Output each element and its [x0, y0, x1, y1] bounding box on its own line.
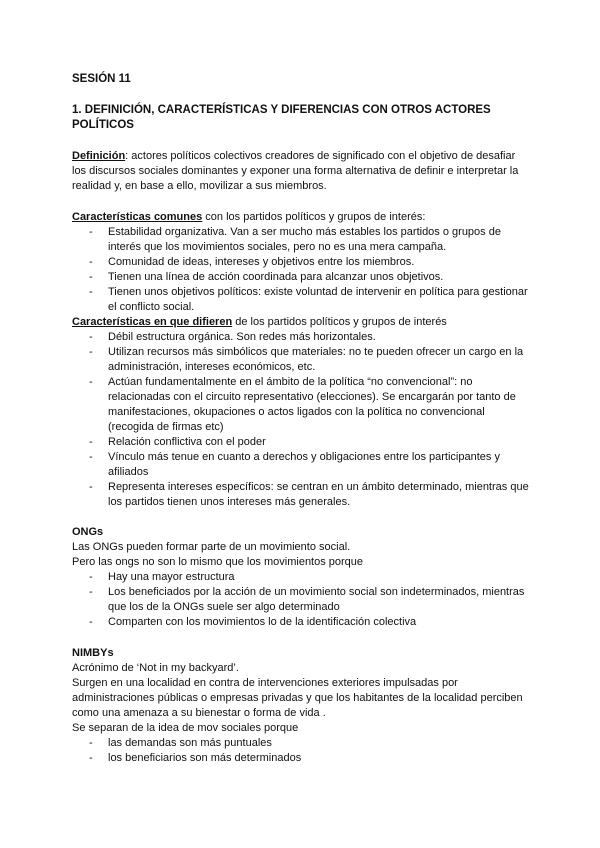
- ongs-section: [72, 525, 532, 630]
- list-item: - Comparten con los movimientos lo de la identificación colectiva: [72, 615, 532, 630]
- list-item: - Utilizan recursos más simbólicos que materiales: no te pueden ofrecer un cargo en la administración, intereses económicos, etc.: [72, 345, 532, 375]
- list-item: - las demandas son más puntuales: [72, 736, 532, 751]
- list-item: - Actúan fundamentalmente en el ámbito de la política “no convencional”: no relacionadas con el circuito representativo (elecciones). Se encargarán por tanto de manifestaciones, okupaciones o actos ligados con la política no convencional (recogida de firmas etc): [72, 375, 532, 435]
- ongs-list: [72, 570, 532, 630]
- list-item: - Tienen unos objetivos políticos: existe voluntad de intervenir en política para gestionar el conflicto social.: [72, 285, 532, 315]
- common-list: [72, 225, 532, 315]
- list-item: - Hay una mayor estructura: [72, 570, 532, 585]
- nimbys-list: [72, 736, 532, 766]
- list-item: - Vínculo más tenue en cuanto a derechos y obligaciones entre los participantes y afiliados: [72, 450, 532, 480]
- common-section: [72, 210, 532, 510]
- ongs-line: Las ONGs pueden formar parte de un movimiento social.: [72, 541, 351, 553]
- nimbys-line: Se separan de la idea de mov sociales porque: [72, 722, 299, 734]
- list-item: - Representa intereses específicos: se centran en un ámbito determinado, mientras que los partidos tienen unos intereses más generales.: [72, 480, 532, 510]
- list-item: - Tienen una línea de acción coordinada para alcanzar unos objetivos.: [72, 270, 532, 285]
- list-item: - Relación conflictiva con el poder: [72, 435, 532, 450]
- ongs-heading: ONGs: [72, 526, 104, 538]
- list-item: - Comunidad de ideas, intereses y objetivos entre los miembros.: [72, 255, 532, 270]
- common-label: Características comunes: [72, 211, 203, 223]
- definition-label: Definición: [72, 150, 126, 162]
- differ-list: [72, 330, 532, 510]
- nimbys-line: Surgen en una localidad en contra de intervenciones exteriores impulsadas por administraciones públicas o empresas privadas y que los habitantes de la localidad perciben como una amenaza a su bienestar o forma de vida .: [72, 677, 523, 719]
- nimbys-line: Acrónimo de ‘Not in my backyard’.: [72, 662, 239, 674]
- list-item: - los beneficiarios son más determinados: [72, 751, 532, 766]
- nimbys-heading: NIMBYs: [72, 647, 114, 659]
- session-title: SESIÓN 11: [72, 73, 131, 85]
- ongs-line: Pero las ongs no son lo mismo que los movimientos porque: [72, 556, 364, 568]
- definition-text: : actores políticos colectivos creadores de significado con el objetivo de desafiar los discursos sociales dominantes y exponer una forma alternativa de definir e interpretar la realidad y, en base a ello, movilizar a sus miembros.: [72, 150, 519, 192]
- list-item: - Estabilidad organizativa. Van a ser mucho más estables los partidos o grupos de interés que los movimientos sociales, pero no es una mera campaña.: [72, 225, 532, 255]
- list-item: - Los beneficiados por la acción de un movimiento social son indeterminados, mientras que los de la ONGs suele ser algo determinado: [72, 585, 532, 615]
- section-title: 1. DEFINICIÓN, CARACTERÍSTICAS Y DIFERENCIAS CON OTROS ACTORES POLÍTICOS: [72, 104, 491, 131]
- nimbys-section: [72, 646, 532, 766]
- differ-heading-rest: de los partidos políticos y grupos de interés: [232, 316, 447, 328]
- common-heading-rest: con los partidos políticos y grupos de interés:: [202, 211, 426, 223]
- differ-heading: [72, 315, 532, 330]
- list-item: - Débil estructura orgánica. Son redes más horizontales.: [72, 330, 532, 345]
- differ-label: Características en que difieren: [72, 316, 233, 328]
- definition-paragraph: [72, 149, 532, 194]
- common-heading: [72, 210, 532, 225]
